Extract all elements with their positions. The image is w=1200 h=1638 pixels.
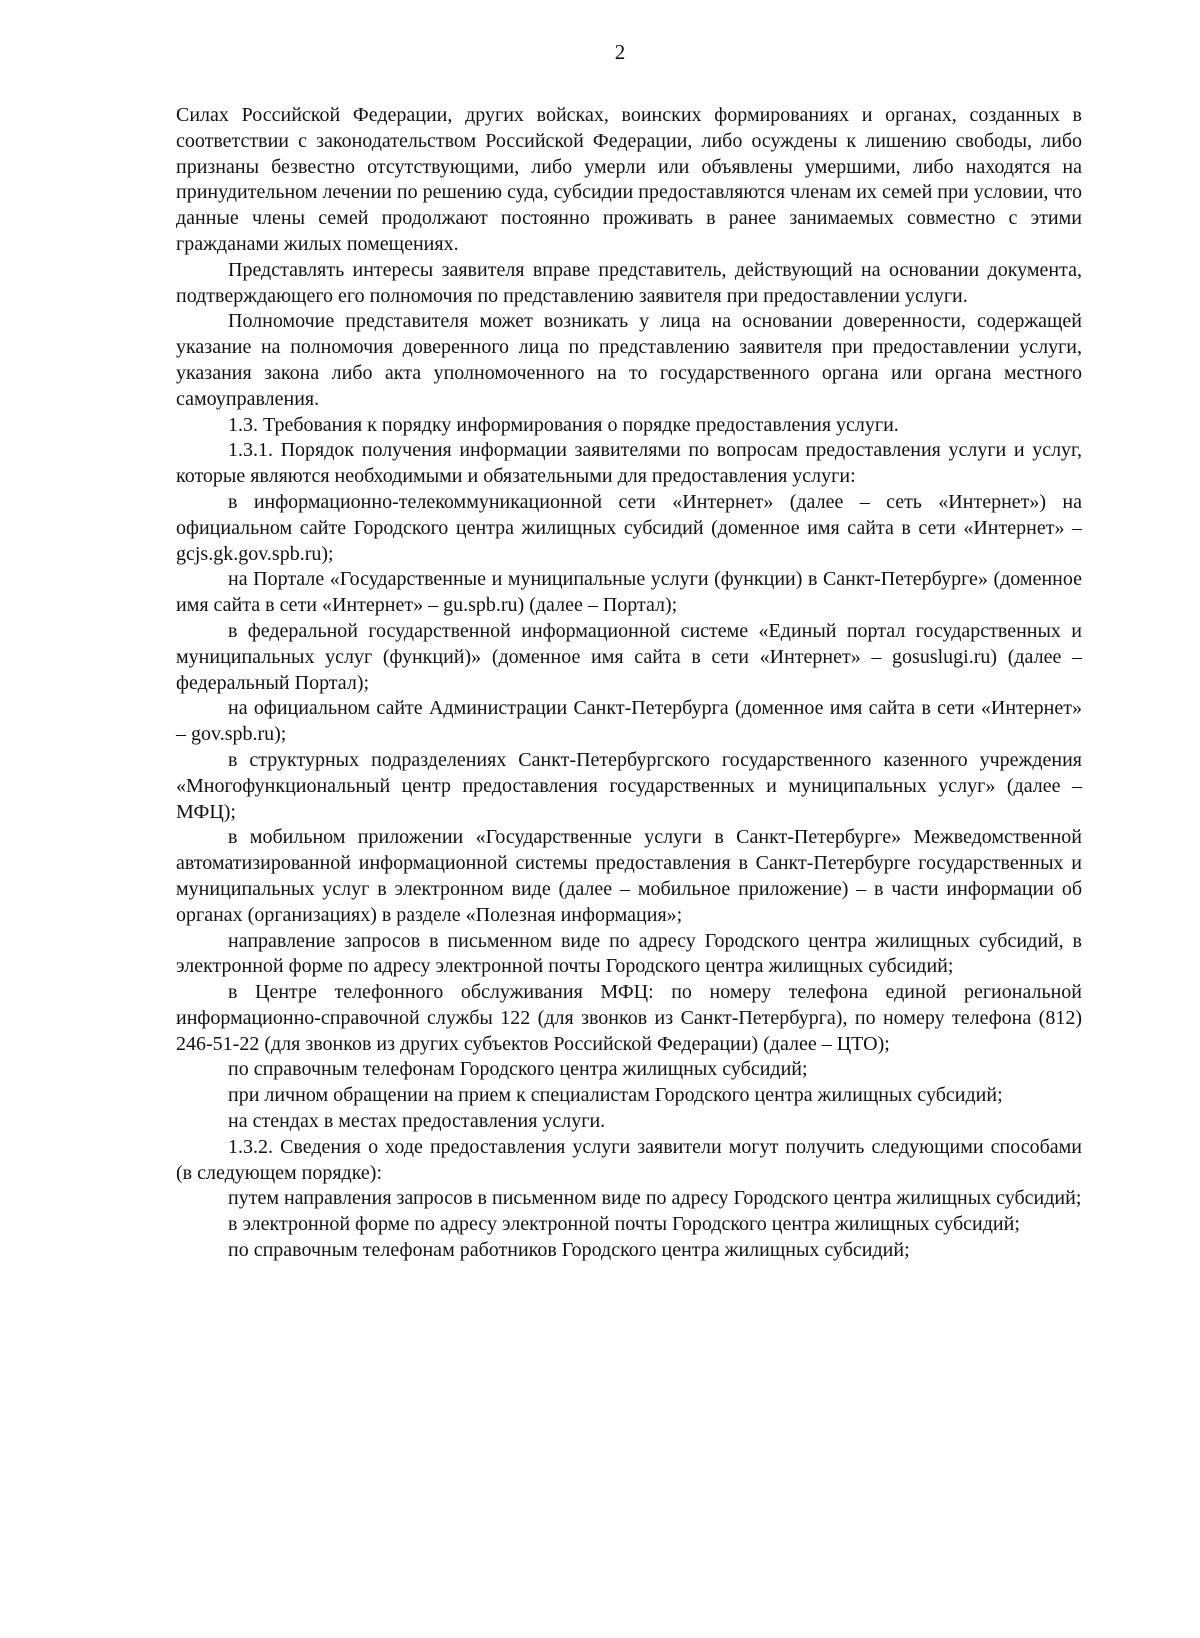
list-item-call-center: в Центре телефонного обслуживания МФЦ: по номеру телефона единой региональной информационно-справочной службы 122 (для звонков из Санкт-Петербурга), по номеру телефона (812) 246-51-22 (для звонков из других субъектов Российской Федерации) (далее – ЦТО); [176, 981, 1082, 1055]
list-item-email-status: в электронной форме по адресу электронной почты Городского центра жилищных субсидий; [228, 1213, 1020, 1236]
section-1-3-1: 1.3.1. Порядок получения информации заявителями по вопросам предоставления услуги и услуг, которые являются необходимыми и обязательными для предоставления услуги: [176, 439, 1082, 488]
paragraph-representative-authority: Полномочие представителя может возникать у лица на основании доверенности, содержащей указание на полномочия доверенного лица по представлению заявителя при предоставлении услуги, указания закона либо акта уполномоченного на то государственного органа или органа местного самоуправления. [176, 310, 1082, 410]
section-1-3-2: 1.3.2. Сведения о ходе предоставления услуги заявители могут получить следующими способами (в следующем порядке): [176, 1135, 1082, 1184]
document-body [176, 103, 1082, 1264]
list-item-federal-portal: в федеральной государственной информационной системе «Единый портал государственных и муниципальных услуг (функций)» (доменное имя сайта в сети «Интернет» – gosuslugi.ru) (далее – федеральный Портал); [176, 619, 1082, 694]
list-item-mfc: в структурных подразделениях Санкт-Петербургского государственного казенного учреждения «Многофункциональный центр предоставления государственных и муниципальных услуг» (далее – МФЦ); [176, 748, 1082, 823]
paragraph-continuation: Силах Российской Федерации, других войсках, воинских формированиях и органах, созданных в соответствии с законодательством Российской Федерации, либо осуждены к лишению свободы, либо признаны безвестно отсутствующими, либо умерли или объявлены умершими, либо находятся на принудительном лечении по решению суда, субсидии предоставляются членам их семей при условии, что данные члены семей продолжают постоянно проживать в ранее занимаемых совместно с этими гражданами жилых помещениях. [176, 104, 1082, 255]
list-item-written-requests-status: путем направления запросов в письменном виде по адресу Городского центра жилищных субсидий; [228, 1187, 1082, 1210]
list-item-internet-site: в информационно-телекоммуникационной сети «Интернет» (далее – сеть «Интернет») на официальном сайте Городского центра жилищных субсидий (доменное имя сайта в сети «Интернет» – gcjs.gk.gov.spb.ru); [176, 490, 1082, 565]
page-number: 2 [614, 40, 626, 64]
list-item-portal: на Портале «Государственные и муниципальные услуги (функции) в Санкт-Петербурге» (доменное имя сайта в сети «Интернет» – gu.spb.ru) (далее – Портал); [176, 568, 1082, 617]
paragraph-representative: Представлять интересы заявителя вправе представитель, действующий на основании документа, подтверждающего его полномочия по представлению заявителя при предоставлении услуги. [176, 258, 1082, 307]
list-item-stands: на стендах в местах предоставления услуги. [228, 1110, 606, 1133]
list-item-phones-status: по справочным телефонам работников Городского центра жилищных субсидий; [228, 1239, 910, 1262]
list-item-reference-phones: по справочным телефонам Городского центра жилищных субсидий; [228, 1058, 808, 1081]
list-item-written-requests: направление запросов в письменном виде по адресу Городского центра жилищных субсидий, в электронной форме по адресу электронной почты Городского центра жилищных субсидий; [176, 929, 1082, 978]
list-item-personal-visit: при личном обращении на прием к специалистам Городского центра жилищных субсидий; [228, 1084, 1003, 1107]
section-1-3-heading: 1.3. Требования к порядку информирования о порядке предоставления услуги. [228, 413, 899, 436]
list-item-mobile-app: в мобильном приложении «Государственные услуги в Санкт-Петербурге» Межведомственной автоматизированной информационной системы предоставления в Санкт-Петербурге государственных и муниципальных услуг в электронном виде (далее – мобильное приложение) – в части информации об органах (организациях) в разделе «Полезная информация»; [176, 826, 1082, 926]
list-item-administration-site: на официальном сайте Администрации Санкт-Петербурга (доменное имя сайта в сети «Интернет» – gov.spb.ru); [176, 697, 1082, 746]
